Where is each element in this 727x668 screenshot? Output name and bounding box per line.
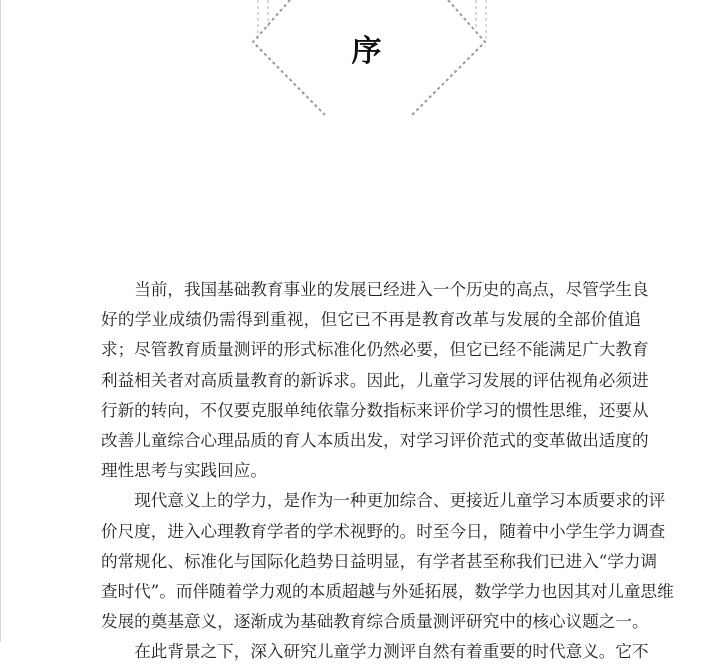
text-line: 在此背景之下，深入研究儿童学力测评自然有着重要的时代意义。它不 — [134, 642, 649, 662]
text-line: 求；尽管教育质量测评的形式标准化仍然必要，但它已经不能满足广大教育 — [101, 340, 649, 360]
paragraph — [101, 275, 649, 486]
text-line: 利益相关者对高质量教育的新诉求。因此，儿童学习发展的评估视角必须进 — [101, 370, 649, 390]
text-line: 改善儿童综合心理品质的育人本质出发，对学习评价范式的变革做出适度的 — [101, 431, 649, 451]
text-line: 行新的转向，不仅要克服单纯依靠分数指标来评价学习的惯性思维，还要从 — [101, 400, 649, 420]
text-line: 价尺度，进入心理教育学者的学术视野的。时至今日，随着中小学生学力调查 — [101, 521, 666, 541]
text-line: 当前，我国基础教育事业的发展已经进入一个历史的高点，尽管学生良 — [134, 280, 649, 299]
text-line: 的常规化、标准化与国际化趋势日益明显，有学者甚至称我们已进入“学力调 — [101, 551, 658, 571]
text-line: 好的学业成绩仍需得到重视，但它已不再是教育改革与发展的全部价值追 — [101, 310, 641, 330]
text-line: 查时代”。而伴随着学力观的本质超越与外延拓展，数学学力也因其对儿童思维 — [101, 582, 674, 602]
preface-body — [101, 275, 674, 668]
text-line: 理性思考与实践回应。 — [101, 461, 267, 481]
text-line: 发展的奠基意义，逐渐成为基础教育综合质量测评研究中的核心议题之一。 — [101, 612, 649, 632]
paragraph — [101, 486, 674, 637]
page-title: 序 — [351, 34, 382, 69]
text-line: 现代意义上的学力，是作为一种更加综合、更接近儿童学习本质要求的评 — [134, 491, 666, 511]
